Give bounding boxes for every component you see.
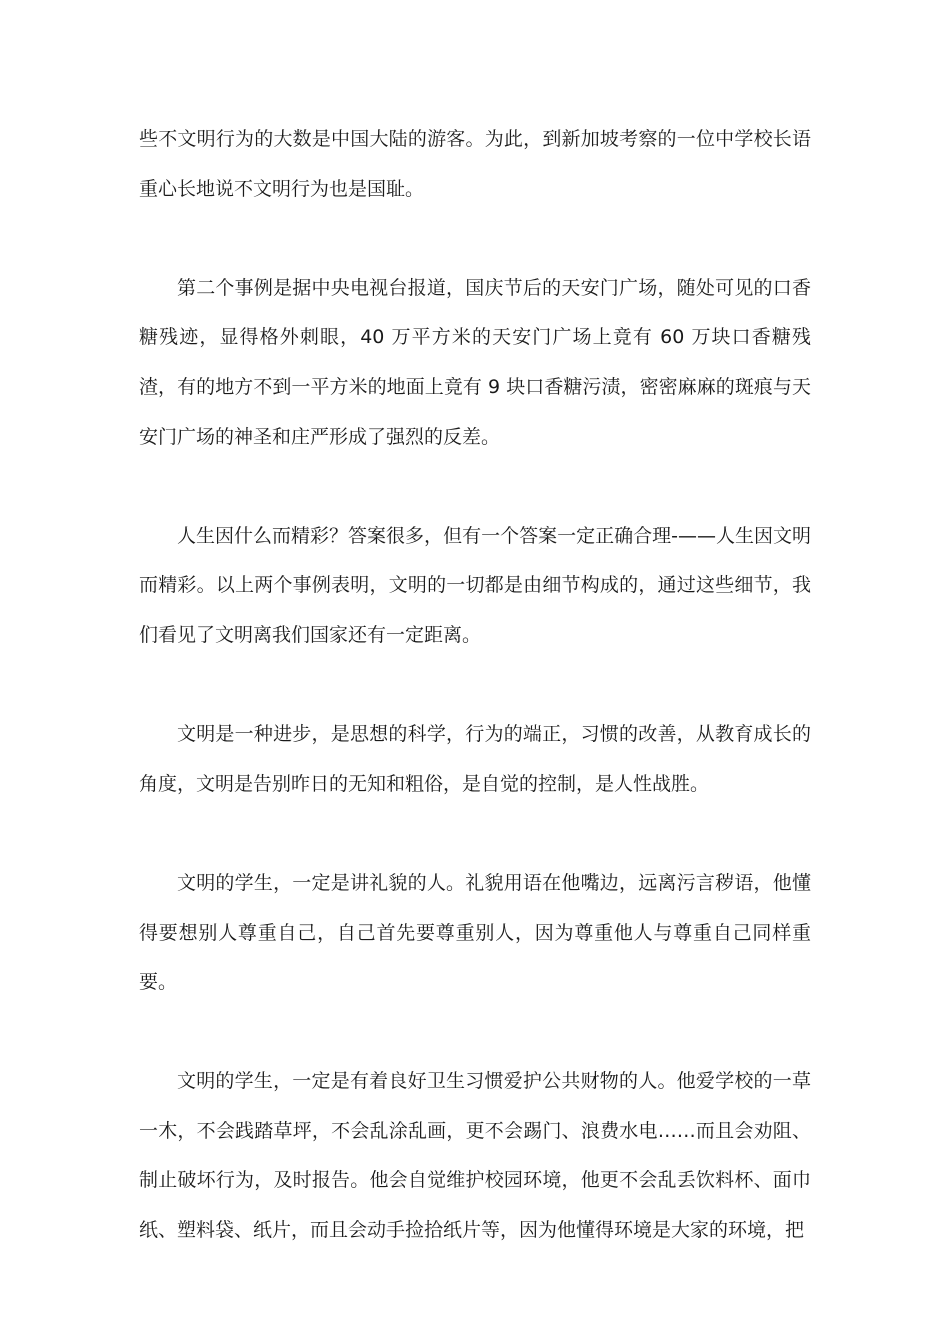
- paragraph-polite-student: 文明的学生，一定是讲礼貌的人。礼貌用语在他嘴边，远离污言秽语，他懂得要想别人尊重自己，自己首先要尊重别人，因为尊重他人与尊重自己同样重要。: [139, 871, 811, 994]
- paragraph-continuation: 些不文明行为的大数是中国大陆的游客。为此，到新加坡考察的一位中学校长语重心长地说不文明行为也是国耻。: [139, 128, 811, 200]
- paragraph-hygiene-student: 文明的学生，一定是有着良好卫生习惯爱护公共财物的人。他爱学校的一草一木，不会践踏草坪，不会乱涂乱画，更不会踢门、浪费水电……而且会劝阻、制止破坏行为，及时报告。他会自觉维护校园环境，他更不会乱丢饮料杯、面巾纸、塑料袋、纸片，而且会动手捡拾纸片等，因为他懂得环境是大家的环境，把: [139, 1070, 811, 1242]
- paragraph-civilization-progress: 文明是一种进步，是思想的科学，行为的端正，习惯的改善，从教育成长的角度，文明是告别昨日的无知和粗俗，是自觉的控制，是人性战胜。: [139, 723, 811, 795]
- document-body: [139, 115, 811, 1305]
- paragraph-life-civilization: 人生因什么而精彩？答案很多，但有一个答案一定正确合理-——人生因文明而精彩。以上两个事例表明，文明的一切都是由细节构成的，通过这些细节，我们看见了文明离我们国家还有一定距离。: [139, 524, 811, 646]
- paragraph-chewing-gum-example: 第二个事例是据中央电视台报道，国庆节后的天安门广场，随处可见的口香糖残迹，显得格外刺眼，40 万平方米的天安门广场上竟有 60 万块口香糖残渣，有的地方不到一平方米的地面上竟有 9 块口香糖污渍，密密麻麻的斑痕与天安门广场的神圣和庄严形成了强烈的反差。: [139, 276, 811, 448]
